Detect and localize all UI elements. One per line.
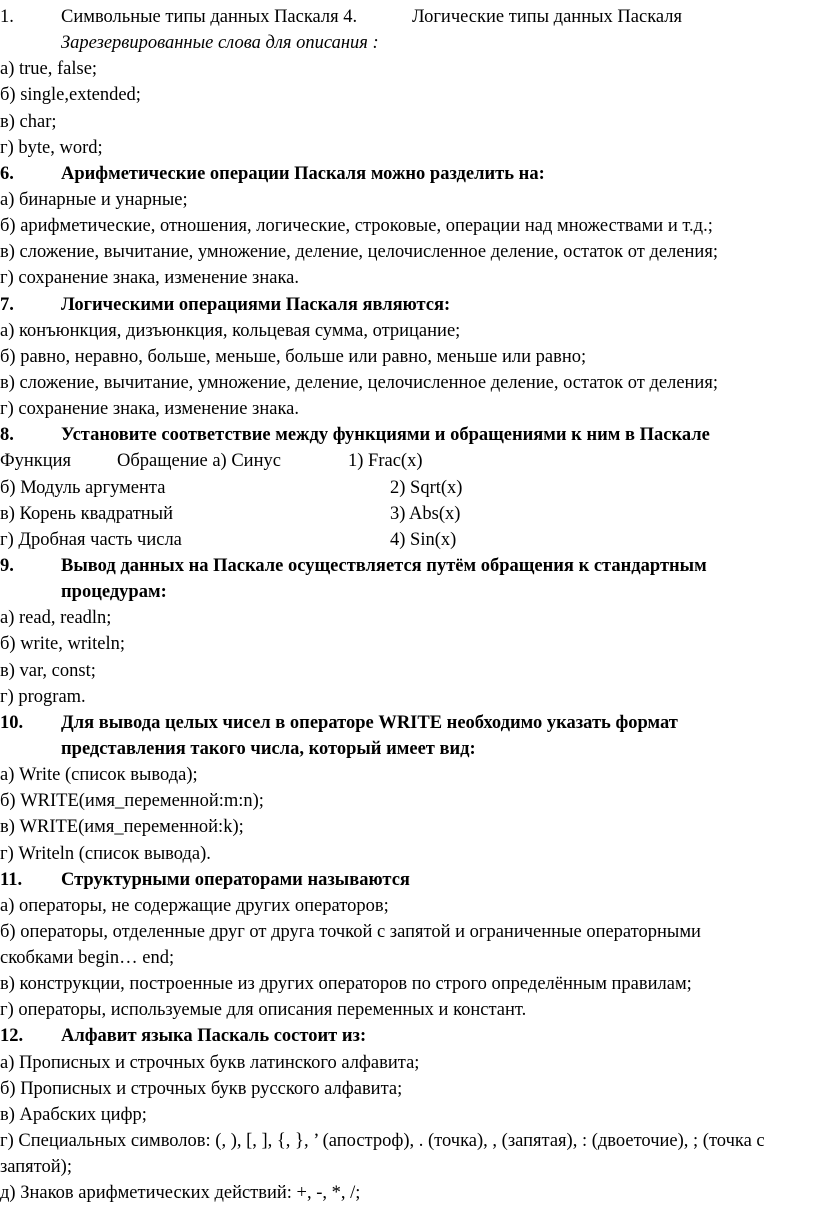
answer-option-continued: запятой); (0, 1157, 72, 1178)
question-number: 9. (0, 555, 14, 576)
question-12-heading (0, 1023, 816, 1049)
question-text: Алфавит языка Паскаль состоит из: (61, 1026, 367, 1047)
question-8-heading (0, 422, 816, 448)
answer-option: б) write, writeln; (0, 634, 126, 655)
answer-option: в) сложение, вычитание, умножение, деление, целочисленное деление, остаток от деления; (0, 372, 718, 393)
matching-row (0, 448, 816, 474)
matching-left-item: Обращение а) Синус (117, 451, 281, 472)
answer-option: а) операторы, не содержащие других операторов; (0, 895, 389, 916)
question-9-heading (0, 553, 816, 579)
question-1-heading (0, 4, 816, 30)
answer-option: б) Прописных и строчных букв русского алфавита; (0, 1078, 403, 1099)
answer-option: г) операторы, используемые для описания переменных и констант. (0, 1000, 527, 1021)
matching-right-item: 3) Abs(x) (390, 503, 461, 524)
answer-option: а) read, readln; (0, 608, 112, 629)
answer-option: в) var, const; (0, 660, 96, 681)
matching-right-item: 4) Sin(x) (390, 529, 457, 550)
document-page (0, 4, 816, 1206)
answer-option: а) конъюнкция, дизъюнкция, кольцевая сумма, отрицание; (0, 320, 461, 341)
question-number: 7. (0, 294, 14, 315)
answer-option: а) Write (список вывода); (0, 765, 198, 786)
answer-option: г) byte, word; (0, 137, 103, 158)
answer-option: в) конструкции, построенные из других операторов по строго определённым правилам; (0, 974, 692, 995)
answer-option: в) сложение, вычитание, умножение, деление, целочисленное деление, остаток от деления; (0, 242, 718, 263)
question-10-heading-continued (0, 736, 816, 762)
question-6-heading (0, 161, 816, 187)
question-text: Логическими операциями Паскаля являются: (61, 294, 451, 315)
question-number: 12. (0, 1026, 24, 1047)
question-text: Вывод данных на Паскале осуществляется путём обращения к стандартным (61, 555, 707, 576)
question-subtitle: Зарезервированные слова для описания : (61, 33, 379, 54)
answer-option: б) single,extended; (0, 85, 141, 106)
matching-row (0, 527, 816, 553)
answer-option: б) операторы, отделенные друг от друга точкой с запятой и ограниченные операторными (0, 921, 701, 942)
matching-left-item: г) Дробная часть числа (0, 529, 182, 550)
matching-row (0, 501, 816, 527)
answer-option: г) Writeln (список вывода). (0, 843, 211, 864)
answer-option: б) равно, неравно, больше, меньше, больше или равно, меньше или равно; (0, 346, 587, 367)
question-number: 6. (0, 163, 14, 184)
answer-option: г) сохранение знака, изменение знака. (0, 399, 299, 420)
question-10-heading (0, 710, 816, 736)
matching-right-item: 1) Frac(x) (348, 451, 423, 472)
answer-option: в) Арабских цифр; (0, 1104, 147, 1125)
question-number: 10. (0, 712, 24, 733)
question-11-heading (0, 867, 816, 893)
answer-option: б) WRITE(имя_переменной:m:n); (0, 791, 264, 812)
question-title-secondary: Логические типы данных Паскаля (412, 7, 683, 27)
question-text: Установите соответствие между функциями и обращениями к ним в Паскале (61, 425, 710, 446)
matching-left-item: в) Корень квадратный (0, 503, 174, 524)
question-text: Для вывода целых чисел в операторе WRITE необходимо указать формат (61, 712, 678, 733)
question-text: Арифметические операции Паскаля можно разделить на: (61, 163, 545, 184)
answer-option: в) char; (0, 111, 57, 132)
matching-row (0, 475, 816, 501)
answer-option: а) бинарные и унарные; (0, 189, 188, 210)
question-text: процедурам: (61, 582, 167, 603)
question-number: 1. (0, 7, 14, 27)
question-9-heading-continued (0, 579, 816, 605)
matching-column-header: Функция (0, 451, 72, 472)
answer-option: г) program. (0, 686, 86, 707)
answer-option: а) Прописных и строчных букв латинского алфавита; (0, 1052, 420, 1073)
question-number: 8. (0, 425, 14, 446)
matching-right-item: 2) Sqrt(x) (390, 477, 463, 498)
answer-option-continued: скобками begin… end; (0, 948, 175, 969)
question-text: Структурными операторами называются (61, 869, 410, 890)
matching-left-item: б) Модуль аргумента (0, 477, 166, 498)
question-title: Символьные типы данных Паскаля 4. (61, 7, 358, 27)
answer-option: д) Знаков арифметических действий: +, -, *, /; (0, 1183, 361, 1204)
answer-option: б) арифметические, отношения, логические, строковые, операции над множествами и т.д.; (0, 216, 713, 237)
answer-option: в) WRITE(имя_переменной:k); (0, 817, 244, 838)
question-7-heading (0, 292, 816, 318)
answer-option: г) Специальных символов: (, ), [, ], {, }, ’ (апостроф), . (точка), , (запятая), : (двоеточие), ; (точка с (0, 1131, 765, 1152)
question-text: представления такого числа, который имеет вид: (61, 738, 476, 759)
question-number: 11. (0, 869, 23, 890)
answer-option: а) true, false; (0, 59, 98, 80)
answer-option: г) сохранение знака, изменение знака. (0, 268, 299, 289)
